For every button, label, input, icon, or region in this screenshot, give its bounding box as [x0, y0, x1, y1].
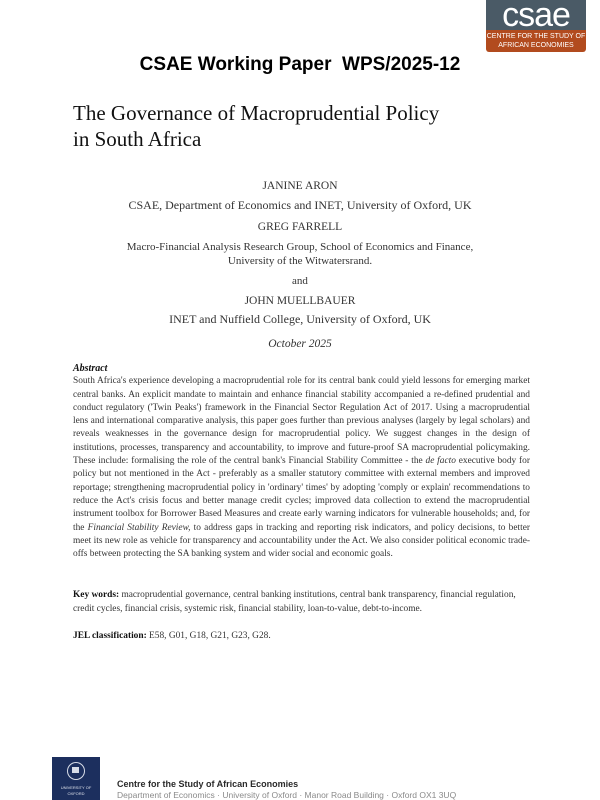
- abstract-text: to address gaps in tracking and reporting risk indicators, and policy decisions, to better meet its new role as vehicle for transparency and accountability under the Act. We also consider political economic trade-offs between protecting the SA banking system and wider social and economic goals.: [73, 522, 530, 560]
- jel-text: E58, G01, G18, G21, G23, G28.: [146, 631, 271, 641]
- oxford-university-logo: [52, 757, 100, 800]
- jel-label: JEL classification:: [73, 631, 147, 641]
- footer-centre-name: Centre for the Study of African Economies: [117, 779, 299, 789]
- csae-logo-wordmark: csae: [486, 0, 586, 30]
- paper-title-line1: The Governance of Macroprudential Policy: [73, 101, 440, 125]
- abstract-text: executive body for policy but not mentioned in the Act - preferably as a smaller statutory committee with external members and improved reportage; strengthening macroprudential policy in 'ordinary' times' by adopting 'comply or explain' recommendations to reduce the Act's crisis focus and better manage credit cycles; improved data collection to extend the macroprudential instrument toolbox for Borrower Based Measures and create early warning indicators for vulnerable households; and, for the: [73, 456, 530, 533]
- and-separator: and: [292, 275, 308, 287]
- oxford-crest-icon: [67, 762, 85, 780]
- author-name: JOHN MUELLBAUER: [244, 295, 356, 307]
- oxford-logo-text-line1: UNIVERSITY OF: [60, 785, 92, 790]
- author-affiliation-line2: University of the Witwatersrand.: [227, 255, 373, 267]
- footer-address: Department of Economics · University of Oxford · Manor Road Building · Oxford OX1 3UQ: [117, 790, 457, 800]
- abstract-italic-text: Financial Stability Review,: [87, 522, 191, 533]
- csae-logo: [486, 0, 586, 52]
- publication-date: October 2025: [268, 338, 332, 350]
- author-name: JANINE ARON: [262, 180, 338, 192]
- jel-classification: [73, 631, 530, 641]
- author-affiliation-line1: Macro-Financial Analysis Research Group, School of Economics and Finance,: [126, 241, 474, 253]
- abstract-text: South Africa's experience developing a macroprudential role for its central bank could yield lessons for emerging market central banks. An explicit mandate to maintain and enhance financial stability accompanied a re-defined prudential and conduct regulatory ('Twin Peaks') framework in the Financial Sector Regulation Act of 2017. Using a macroprudential lens and international comparative analysis, this paper goes further than previous analyses (largely by legal scholars) and reveals weaknesses in the governance design for macroprudential policy. We suggest changes in the design of institutions, processes, transparency and accountability, to improve and future-proof SA macroprudential policymaking. These include: formalising the role of the central bank's Financial Stability Committee - the: [73, 376, 530, 467]
- author-name: GREG FARRELL: [257, 221, 343, 233]
- csae-logo-subtitle-line2: AFRICAN ECONOMIES: [498, 42, 574, 49]
- keywords-text: macroprudential governance, central banking institutions, central bank transparency, financial regulation, credit cycles, financial crisis, systemic risk, financial stability, loan-to-value, debt-to-income.: [73, 590, 516, 614]
- author-affiliation: [60, 240, 540, 268]
- author-affiliation: INET and Nuffield College, University of Oxford, UK: [169, 312, 431, 326]
- oxford-logo-text: [54, 785, 98, 797]
- csae-logo-subtitle-line1: CENTRE FOR THE STUDY OF: [486, 33, 586, 40]
- abstract: [73, 362, 530, 561]
- paper-title: [73, 100, 533, 152]
- keywords-label: Key words:: [73, 590, 120, 600]
- abstract-body: [73, 375, 530, 561]
- keywords: [73, 589, 530, 616]
- working-paper-series-title: CSAE Working Paper WPS/2025-12: [139, 54, 461, 75]
- abstract-italic-text: de facto: [425, 456, 456, 467]
- csae-logo-subtitle: [486, 30, 586, 52]
- paper-title-line2: in South Africa: [73, 127, 202, 151]
- author-affiliation: CSAE, Department of Economics and INET, University of Oxford, UK: [128, 198, 472, 212]
- oxford-logo-text-line2: OXFORD: [67, 791, 85, 796]
- abstract-heading: Abstract: [73, 363, 108, 374]
